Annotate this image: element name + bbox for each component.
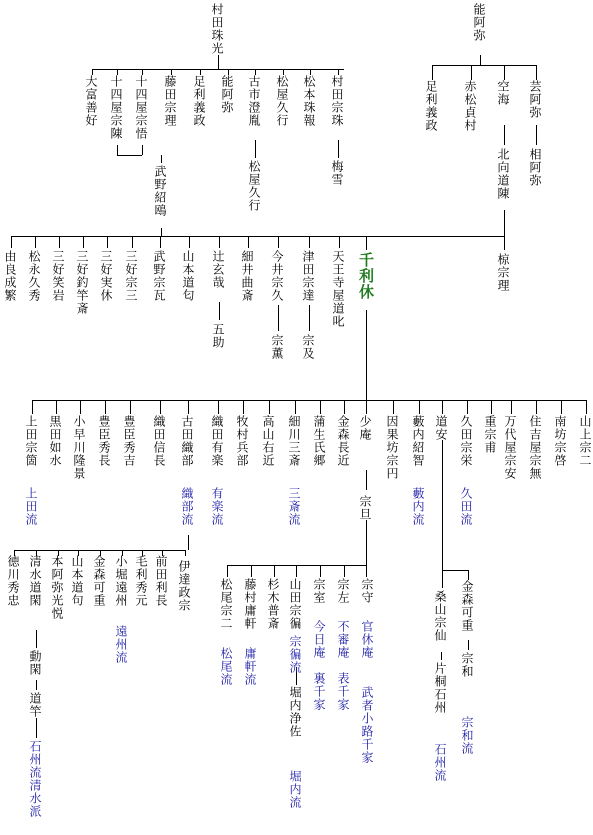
connector-line [227,565,228,577]
person-label-yamamoto-dokatsu: 山本道匂 [181,250,195,302]
connector-line [561,400,562,414]
connector-line [188,400,189,414]
connector-line [309,305,310,331]
person-label-nanbo-sokei: 南坊宗啓 [553,415,567,467]
person-label-soami: 相阿弥 [528,148,542,187]
person-label-kanamori-kaju: 金森可重 [460,580,474,632]
connector-line [339,236,340,248]
person-label-fujimura-yoken: 藤村庸軒 [243,578,257,630]
connector-line [132,236,133,248]
person-label-yamanoue-soji: 山上宗二 [578,415,592,467]
person-label-noami2: 能阿弥 [220,75,234,114]
person-label-gosuke: 五助 [211,323,225,349]
connector-line [344,565,345,577]
school-label-hisada: 久田流 [459,487,473,526]
connector-line [269,400,270,414]
person-label-miyoshi-jikyu: 三好笑岩 [51,250,65,302]
connector-line [344,400,345,414]
connector-line [366,236,367,250]
connector-line [309,236,310,248]
person-label-ashikaga-yoshimasa-a: 足利義政 [192,75,206,127]
connector-line [480,55,481,65]
connector-line [504,65,505,80]
person-label-date-masamune: 伊達政宗 [177,560,191,612]
connector-line [442,400,443,414]
school-label-matsuo: 松尾流 [219,647,233,686]
person-label-yamamoto-dokatsu2: 山本道句 [70,555,84,607]
school-label-sansai: 三斎流 [287,487,301,526]
person-label-soshu: 宗守 [360,578,374,604]
person-label-kuwayama-sosen: 桑山宗仙 [433,590,447,642]
person-label-toyotomi-hideyoshi: 豊臣秀吉 [122,415,136,467]
connector-line [471,65,472,80]
connector-line [511,400,512,414]
connector-line [366,470,367,490]
connector-line [432,65,536,66]
person-label-dokan3: 道竿 [28,692,42,718]
person-label-ashikaga-yoshimasa-b: 足利義政 [424,80,438,132]
person-label-kobayakawa-takakage: 小早川隆景 [72,415,86,480]
school-label-enshu: 遠州流 [114,625,128,664]
connector-line [320,400,321,414]
person-label-kuta-soei: 久田宗栄 [459,415,473,467]
person-label-innen-bo-soen: 因果坊宗円 [385,415,399,480]
person-label-miyoshi-jikkyu: 三好実休 [99,250,113,302]
connector-line [117,155,142,156]
person-label-sosa: 宗左 [336,578,350,604]
connector-line [80,400,81,414]
connector-line [161,155,162,163]
connector-line [491,400,492,414]
person-label-kobori-enshu: 小堀遠州 [114,555,128,607]
connector-line [536,125,537,145]
connector-line [35,236,36,248]
connector-line [219,236,220,248]
person-label-miyoshi-sozo: 三好宗三 [124,250,138,302]
connector-line [36,680,37,690]
person-label-jushiya-sogo: 十四屋宗悟 [134,75,148,140]
school-label-omotesenke: 表千家 [336,672,350,711]
person-label-kuroda-josui: 黒田如水 [48,415,62,467]
connector-line [36,630,37,648]
connector-line [295,400,296,414]
connector-line [59,236,60,248]
person-label-mori-hidemoto: 毛利秀元 [134,555,148,607]
connector-line [219,302,220,320]
connector-line [338,140,339,158]
person-label-gamo-ujisato: 蒲生氏郷 [312,415,326,467]
school-label-oribe: 織部流 [180,487,194,526]
connector-line [468,570,469,580]
connector-line [227,565,367,566]
school-label-ueda: 上田流 [24,487,38,526]
connector-line [11,236,12,248]
person-label-soei-ri: 椋宗理 [496,253,510,292]
person-label-dokan2: 動閑 [28,650,42,676]
school-label-sowa: 宗和流 [460,716,474,755]
person-label-yabunouchi-joshi: 藪内紹智 [411,415,425,467]
person-label-noami: 能阿弥 [472,3,486,42]
connector-line [243,400,244,414]
connector-line [366,520,367,565]
connector-line [366,400,367,414]
connector-line [218,400,219,414]
connector-line [442,570,443,588]
person-label-kuami: 空海 [496,80,510,106]
person-label-honami-koetsu: 本阿弥光悦 [50,555,64,620]
person-label-ueda-soko: 上田宗箇 [24,415,38,467]
person-label-takayama-ukon: 高山右近 [261,415,275,467]
connector-line [142,145,143,155]
connector-line [536,65,537,80]
person-label-furuichi-chosei: 古市澄胤 [247,75,261,127]
person-label-sugiki-fusai: 杉木普斎 [266,578,280,630]
school-label-uraku: 有楽流 [210,487,224,526]
connector-line [468,640,469,650]
connector-line [160,400,161,414]
person-label-baisetsu: 梅雪 [330,160,344,186]
person-label-takeno-sogo: 武野宗瓦 [152,250,166,302]
person-label-sogyu: 宗及 [301,334,315,360]
person-label-takeno-joo: 武野紹鴎 [153,165,167,217]
connector-line [117,145,118,155]
connector-line [32,400,586,401]
school-label-yoken: 庸軒流 [243,647,257,686]
person-label-hosoi-tokusai: 細井曲斎 [240,250,254,302]
person-label-shigemune-ho: 重宗甫 [483,415,497,454]
school-label-sekishu: 石州流 [433,743,447,782]
connector-line [586,400,587,414]
school-label-sohen: 宗徧流 [288,635,302,674]
connector-line [432,65,433,80]
person-label-sumiyoshiya-somu: 住吉屋宗無 [528,415,542,480]
connector-line [442,570,469,571]
person-label-sokun: 宗薫 [270,334,284,360]
person-label-shimizu-dokan: 清水道閑 [28,555,42,607]
person-label-imai-sokyu: 今井宗久 [270,250,284,302]
person-label-akamatsu-sadamura: 赤松貞村 [463,80,477,132]
connector-line [441,652,442,660]
connector-line [504,125,505,145]
person-label-makimura-hyobu: 牧村兵部 [235,415,249,467]
connector-line [107,236,108,248]
connector-line [32,400,33,414]
person-label-matsuo-soji: 松尾宗二 [219,578,233,630]
person-label-soshitsu: 宗室 [312,578,326,604]
school-label-urasenke: 裏千家 [312,672,326,711]
person-label-fujita-sori: 藤田宗理 [163,75,177,127]
person-label-shoan: 少庵 [358,415,372,441]
connector-line [366,310,367,400]
person-label-daitoku-zenko: 大富善好 [84,75,98,127]
person-label-sowa: 宗和 [460,652,474,678]
person-label-oda-uraku: 織田有楽 [210,415,224,467]
person-label-matsunaga-hisahide: 松永久秀 [27,250,41,302]
connector-line [442,440,443,570]
person-label-horinouchi-josa: 堀内浄佐 [288,686,302,738]
connector-line [56,400,57,414]
person-label-sen-rikyu: 千利休 [357,252,375,300]
person-label-yamada-sohen: 山田宗徧 [288,578,302,630]
person-label-doan: 道安 [434,415,448,441]
person-label-sotan: 宗旦 [358,495,372,521]
connector-line [366,565,367,577]
connector-line [255,140,256,158]
connector-line [467,400,468,414]
connector-line [160,236,161,248]
connector-line [248,236,249,248]
person-label-tsuda-sotatsu: 津田宗達 [301,250,315,302]
person-label-kitamuki-dochin: 北向道陳 [496,148,510,200]
connector-line [504,210,505,250]
school-label-mushakoji: 武者小路千家 [360,686,374,764]
person-label-matsuya-hisayuki: 松屋久行 [275,75,289,127]
school-label-sekishu-shimizu: 石州流清水派 [28,740,42,818]
school-label-kankyuan: 官休庵 [360,620,374,659]
connector-line [83,236,84,248]
person-label-tsuji-gensai: 辻玄哉 [211,250,225,289]
connector-line [278,236,279,248]
person-label-oda-nobunaga: 織田信長 [152,415,166,467]
connector-line [536,400,537,414]
connector-line [218,55,219,69]
connector-line [274,565,275,577]
person-label-katagiri-sekishu: 片桐石州 [433,662,447,714]
school-label-yabunouchi: 藪内流 [411,487,425,526]
person-label-kanamori-nagachika: 金森長近 [336,415,350,467]
connector-line [130,400,131,414]
connector-line [36,718,37,738]
school-label-horinouchi: 堀内流 [288,770,302,809]
person-label-murata-soshu: 村田宗珠 [330,75,344,127]
person-label-furuta-oribe: 古田織部 [180,415,194,467]
connector-line [278,305,279,331]
person-label-kanamori-kaju2: 金森可重 [92,555,106,607]
person-label-murata-juko: 村田珠光 [210,3,224,55]
person-label-tokugawa-hidetada: 徳川秀忠 [6,555,20,607]
person-label-jushiya-sochin: 十四屋宗陳 [109,75,123,140]
person-label-geiami: 芸阿弥 [528,80,542,119]
person-label-miyoshi-tsurikanesai: 三好釣竿斎 [75,250,89,315]
connector-line [185,550,186,556]
connector-line [296,565,297,577]
connector-line [419,400,420,414]
person-label-yorozuya-soan: 万代屋宗安 [503,415,517,480]
person-label-matsumoto-shuho: 松本珠報 [302,75,316,127]
person-label-maeda-toshinaga: 前田利長 [154,555,168,607]
connector-line [105,400,106,414]
connector-line [11,236,504,237]
connector-line [92,69,344,70]
school-label-fushin: 不審庵 [336,620,350,659]
connector-line [161,228,162,236]
connector-line [251,565,252,577]
connector-line [320,565,321,577]
person-label-hosokawa-sansai: 細川三斎 [287,415,301,467]
connector-line [188,535,189,550]
person-label-toyotomi-hidenaga: 豊臣秀長 [97,415,111,467]
person-label-yura-narishige: 由良成繁 [3,250,17,302]
connector-line [189,236,190,248]
connector-line [393,400,394,414]
school-label-konnichian: 今日庵 [312,620,326,659]
person-label-tennojiya-dokotsu: 天王寺屋道叱 [331,250,345,328]
person-label-matsuya-hisayuki2: 松屋久行 [247,160,261,212]
